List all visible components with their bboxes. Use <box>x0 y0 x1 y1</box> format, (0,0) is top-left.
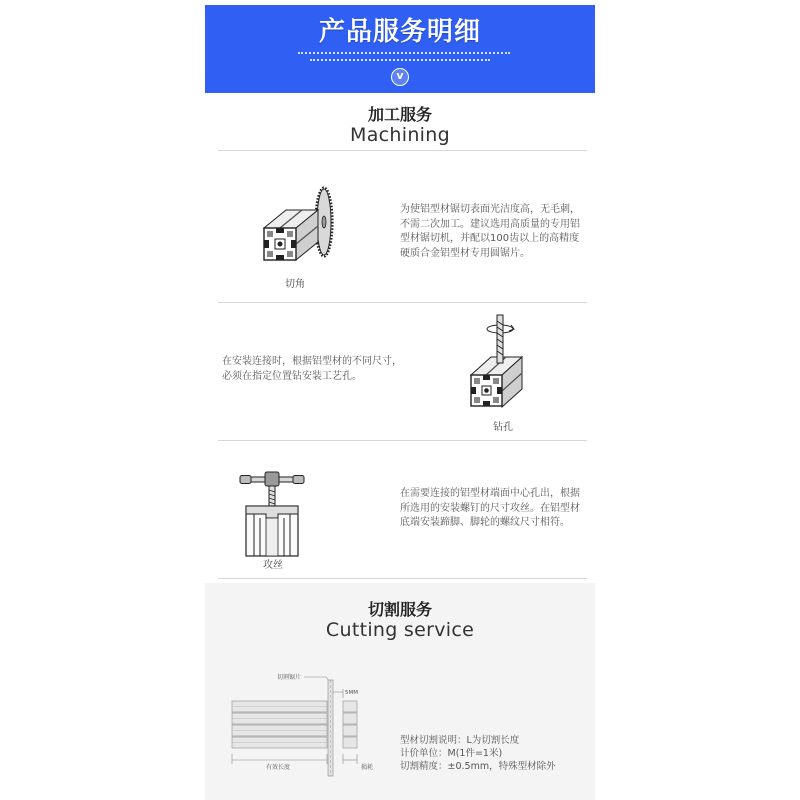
banner-decor-line <box>298 52 510 54</box>
description-line: 必须在指定位置钻安装工艺孔。 <box>222 370 362 382</box>
gap-label: 5MM <box>345 690 358 696</box>
tapping-illustration <box>238 470 308 558</box>
description-line: 为使铝型材锯切表面光洁度高，无毛刺， <box>400 204 580 215</box>
description-line: 底端安装蹄脚、脚轮的螺纹尺寸相符。 <box>400 517 570 528</box>
cut-corner-illustration <box>256 186 340 276</box>
section-divider <box>218 302 587 303</box>
cutting-diagram <box>222 668 382 784</box>
cut-corner-caption: 切角 <box>285 279 305 290</box>
description-line: 在安装连接时，根据铝型材的不同尺寸， <box>222 356 402 367</box>
cutting-description <box>400 734 556 773</box>
description-line: 型材切割说明：L为切割长度 <box>400 735 520 746</box>
description-line: 计价单位：M(1件=1米) <box>400 748 503 759</box>
drilling-caption: 钻孔 <box>493 422 513 433</box>
tapping-description <box>400 487 580 531</box>
description-line: 所选用的安装螺钉的尺寸攻丝。在铝型材 <box>400 502 580 514</box>
section-divider <box>218 578 587 579</box>
section-divider <box>218 440 587 441</box>
drilling-description <box>222 355 402 384</box>
header-banner <box>205 5 595 93</box>
description-line: 切割精度：±0.5mm，特殊型材除外 <box>400 761 556 772</box>
page-title: 产品服务明细 <box>318 17 481 47</box>
description-line: 硬质合金铝型材专用圆锯片。 <box>400 247 530 259</box>
drilling-illustration <box>466 313 526 413</box>
machining-section-subtitle: Machining <box>350 124 450 146</box>
blade-label: 切割锯片 <box>277 674 302 681</box>
cutting-section-title: 切割服务 <box>367 600 432 619</box>
service-item-drilling <box>466 313 526 417</box>
description-line: 不需二次加工。建议选用高质量的专用铝 <box>400 218 580 230</box>
banner-decor-line <box>310 59 490 61</box>
tapping-caption: 攻丝 <box>263 560 283 571</box>
machining-section-title: 加工服务 <box>367 105 432 124</box>
cutting-diagram-illustration <box>222 668 382 780</box>
service-item-cut-corner <box>256 186 340 280</box>
cutting-section-subtitle: Cutting service <box>325 619 475 641</box>
cut-corner-description <box>400 203 580 261</box>
length-label: 有效长度 <box>266 764 291 771</box>
service-item-tapping <box>238 470 308 562</box>
chevron-down-icon: v <box>391 68 409 86</box>
loss-label: 损耗 <box>361 764 374 771</box>
description-line: 在需要连接的铝型材端面中心孔出，根据 <box>400 488 580 499</box>
description-line: 型材锯切机，并配以100齿以上的高精度 <box>400 233 580 244</box>
section-divider <box>218 150 587 151</box>
